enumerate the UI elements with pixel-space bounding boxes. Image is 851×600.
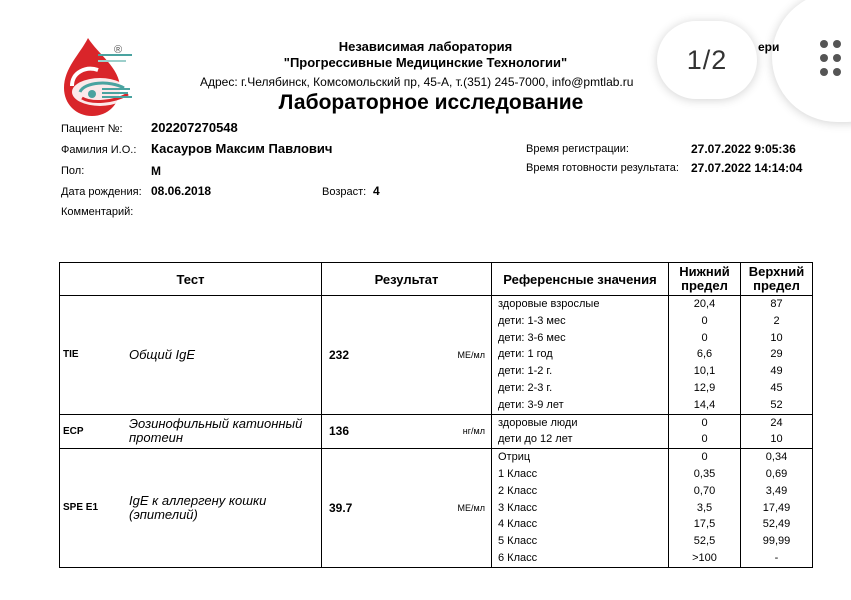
dot-icon: [820, 54, 828, 62]
result-unit: МЕ/мл: [457, 349, 485, 360]
test-name: [125, 417, 302, 445]
registered-mark: ®: [114, 44, 123, 56]
ref-label: дети: 3-6 мес: [498, 331, 566, 344]
patient-name: Касауров Максим Павлович: [151, 141, 333, 156]
result-value: 232: [329, 347, 350, 362]
ref-cell: [492, 414, 669, 449]
ref-label: дети: 3-9 лет: [498, 398, 564, 411]
patient-name-label: Фамилия И.О.:: [61, 144, 137, 156]
ref-low: 17,5: [693, 518, 716, 531]
patient-id: 202207270548: [151, 120, 238, 135]
dob-label: Дата рождения:: [61, 186, 142, 198]
ref-high: -: [774, 551, 779, 564]
ref-label: Отриц: [498, 451, 531, 464]
ref-high: 45: [770, 381, 783, 394]
ref-high: 87: [770, 298, 783, 310]
ref-high: 99,99: [762, 535, 791, 548]
test-name-line1: Эозинофильный катионный: [129, 416, 303, 432]
ref-label: здоровые люди: [498, 416, 578, 429]
lab-address: Адрес: г.Челябинск, Комсомольский пр, 45-А, т.(351) 245-7000, info@pmtlab.ru: [200, 75, 634, 89]
lower-cell: [669, 449, 741, 568]
grid-menu-icon[interactable]: [820, 40, 850, 80]
ref-label: дети: 2-3 г.: [498, 381, 553, 394]
ref-high: 2: [773, 314, 780, 327]
ref-low: 0: [701, 331, 708, 344]
ref-low: 0: [701, 433, 708, 446]
ref-high: 52: [770, 398, 783, 411]
age-value: 4: [373, 184, 380, 198]
dot-icon: [833, 54, 841, 62]
ref-label: 6 Класс: [498, 551, 538, 564]
dot-icon: [833, 40, 841, 48]
ref-low: 0: [701, 416, 708, 429]
clipped-header-text: ери: [758, 40, 780, 54]
table-row: [60, 414, 813, 449]
ready-time-value: 27.07.2022 14:14:04: [691, 161, 803, 175]
test-cell: [60, 296, 322, 415]
ref-low: 10,1: [693, 365, 716, 378]
ref-low: 3,5: [696, 501, 713, 514]
ref-low: >100: [692, 551, 717, 564]
result-value: 39.7: [329, 500, 353, 515]
upper-cell: [741, 296, 813, 415]
ref-high: 49: [770, 365, 783, 378]
ref-high: 10: [770, 433, 783, 446]
ref-label: 1 Класс: [498, 467, 538, 480]
table-header-row: [60, 263, 813, 296]
ready-time-label: Время готовности результата:: [526, 162, 679, 174]
ref-label: дети: 1-2 г.: [498, 365, 553, 378]
test-name-line2: протеин: [129, 430, 184, 446]
ref-high: 17,49: [762, 501, 791, 514]
patient-id-label: Пациент №:: [61, 123, 123, 135]
test-code: ECP: [63, 425, 84, 437]
ref-high: 3,49: [765, 484, 788, 497]
ref-label: 3 Класс: [498, 501, 538, 514]
lower-cell: [669, 414, 741, 449]
document-title: Лабораторное исследование: [278, 91, 584, 114]
ref-low: 20,4: [693, 298, 716, 310]
header-reference: Референсные значения: [492, 263, 669, 296]
results-table: [59, 262, 813, 568]
test-name-line2: (эпителий): [129, 506, 198, 522]
result-cell: [322, 449, 492, 568]
table-row: [60, 296, 813, 415]
test-name: [125, 494, 266, 522]
ref-high: 52,49: [762, 518, 791, 531]
upper-cell: [741, 449, 813, 568]
ref-low: 0,35: [693, 467, 716, 480]
ref-label: дети: 1-3 мес: [498, 314, 566, 327]
header-upper-line1: Верхний: [748, 264, 805, 279]
reg-time-value: 27.07.2022 9:05:36: [691, 142, 796, 156]
ref-cell: [492, 449, 669, 568]
page-indicator[interactable]: 1/2: [657, 21, 757, 99]
ref-cell: [492, 296, 669, 415]
upper-cell: [741, 414, 813, 449]
ref-low: 14,4: [693, 398, 716, 411]
ref-high: 0,69: [765, 467, 788, 480]
ref-label: дети: 1 год: [498, 348, 553, 361]
dob-value: 08.06.2018: [151, 184, 212, 198]
test-cell: [60, 449, 322, 568]
lab-subtitle: "Прогрессивные Медицинские Технологии": [283, 55, 568, 70]
ref-label: 4 Класс: [498, 518, 538, 531]
sex-value: М: [151, 164, 161, 178]
ref-low: 0: [701, 451, 708, 464]
ref-label: 5 Класс: [498, 535, 538, 548]
ref-high: 24: [770, 416, 783, 429]
test-name: Общий IgE: [129, 346, 196, 362]
ref-label: дети до 12 лет: [498, 433, 573, 446]
lower-cell: [669, 296, 741, 415]
result-unit: нг/мл: [462, 426, 485, 437]
ref-low: 52,5: [693, 535, 716, 548]
ref-low: 6,6: [696, 348, 713, 361]
result-unit: МЕ/мл: [457, 502, 485, 513]
ref-low: 0: [701, 314, 708, 327]
ref-high: 0,34: [765, 451, 788, 464]
lab-name: Независимая лаборатория: [338, 39, 513, 54]
sex-label: Пол:: [61, 165, 85, 177]
dot-icon: [833, 68, 841, 76]
reg-time-label: Время регистрации:: [526, 143, 629, 155]
age-label: Возраст:: [322, 186, 367, 198]
test-name-line1: IgE к аллергену кошки: [129, 492, 267, 508]
ref-low: 0,70: [693, 484, 716, 497]
test-code: SPE E1: [63, 502, 99, 514]
dot-icon: [820, 40, 828, 48]
result-cell: [322, 296, 492, 415]
ref-high: 10: [770, 331, 783, 344]
test-code: TIE: [63, 349, 79, 361]
result-value: 136: [329, 424, 350, 439]
header-upper-line2: предел: [753, 278, 800, 293]
header-test: Тест: [60, 263, 322, 296]
result-cell: [322, 414, 492, 449]
ref-label: здоровые взрослые: [498, 298, 600, 310]
header-lower: [669, 263, 741, 296]
header-lower-line2: предел: [681, 278, 728, 293]
test-cell: [60, 414, 322, 449]
header-result: Результат: [322, 263, 492, 296]
ref-low: 12,9: [693, 381, 716, 394]
header-lower-line1: Нижний: [679, 264, 730, 279]
header-upper: [741, 263, 813, 296]
ref-high: 29: [770, 348, 783, 361]
table-row: [60, 449, 813, 568]
ref-label: 2 Класс: [498, 484, 538, 497]
comment-label: Комментарий:: [61, 206, 134, 218]
dot-icon: [820, 68, 828, 76]
